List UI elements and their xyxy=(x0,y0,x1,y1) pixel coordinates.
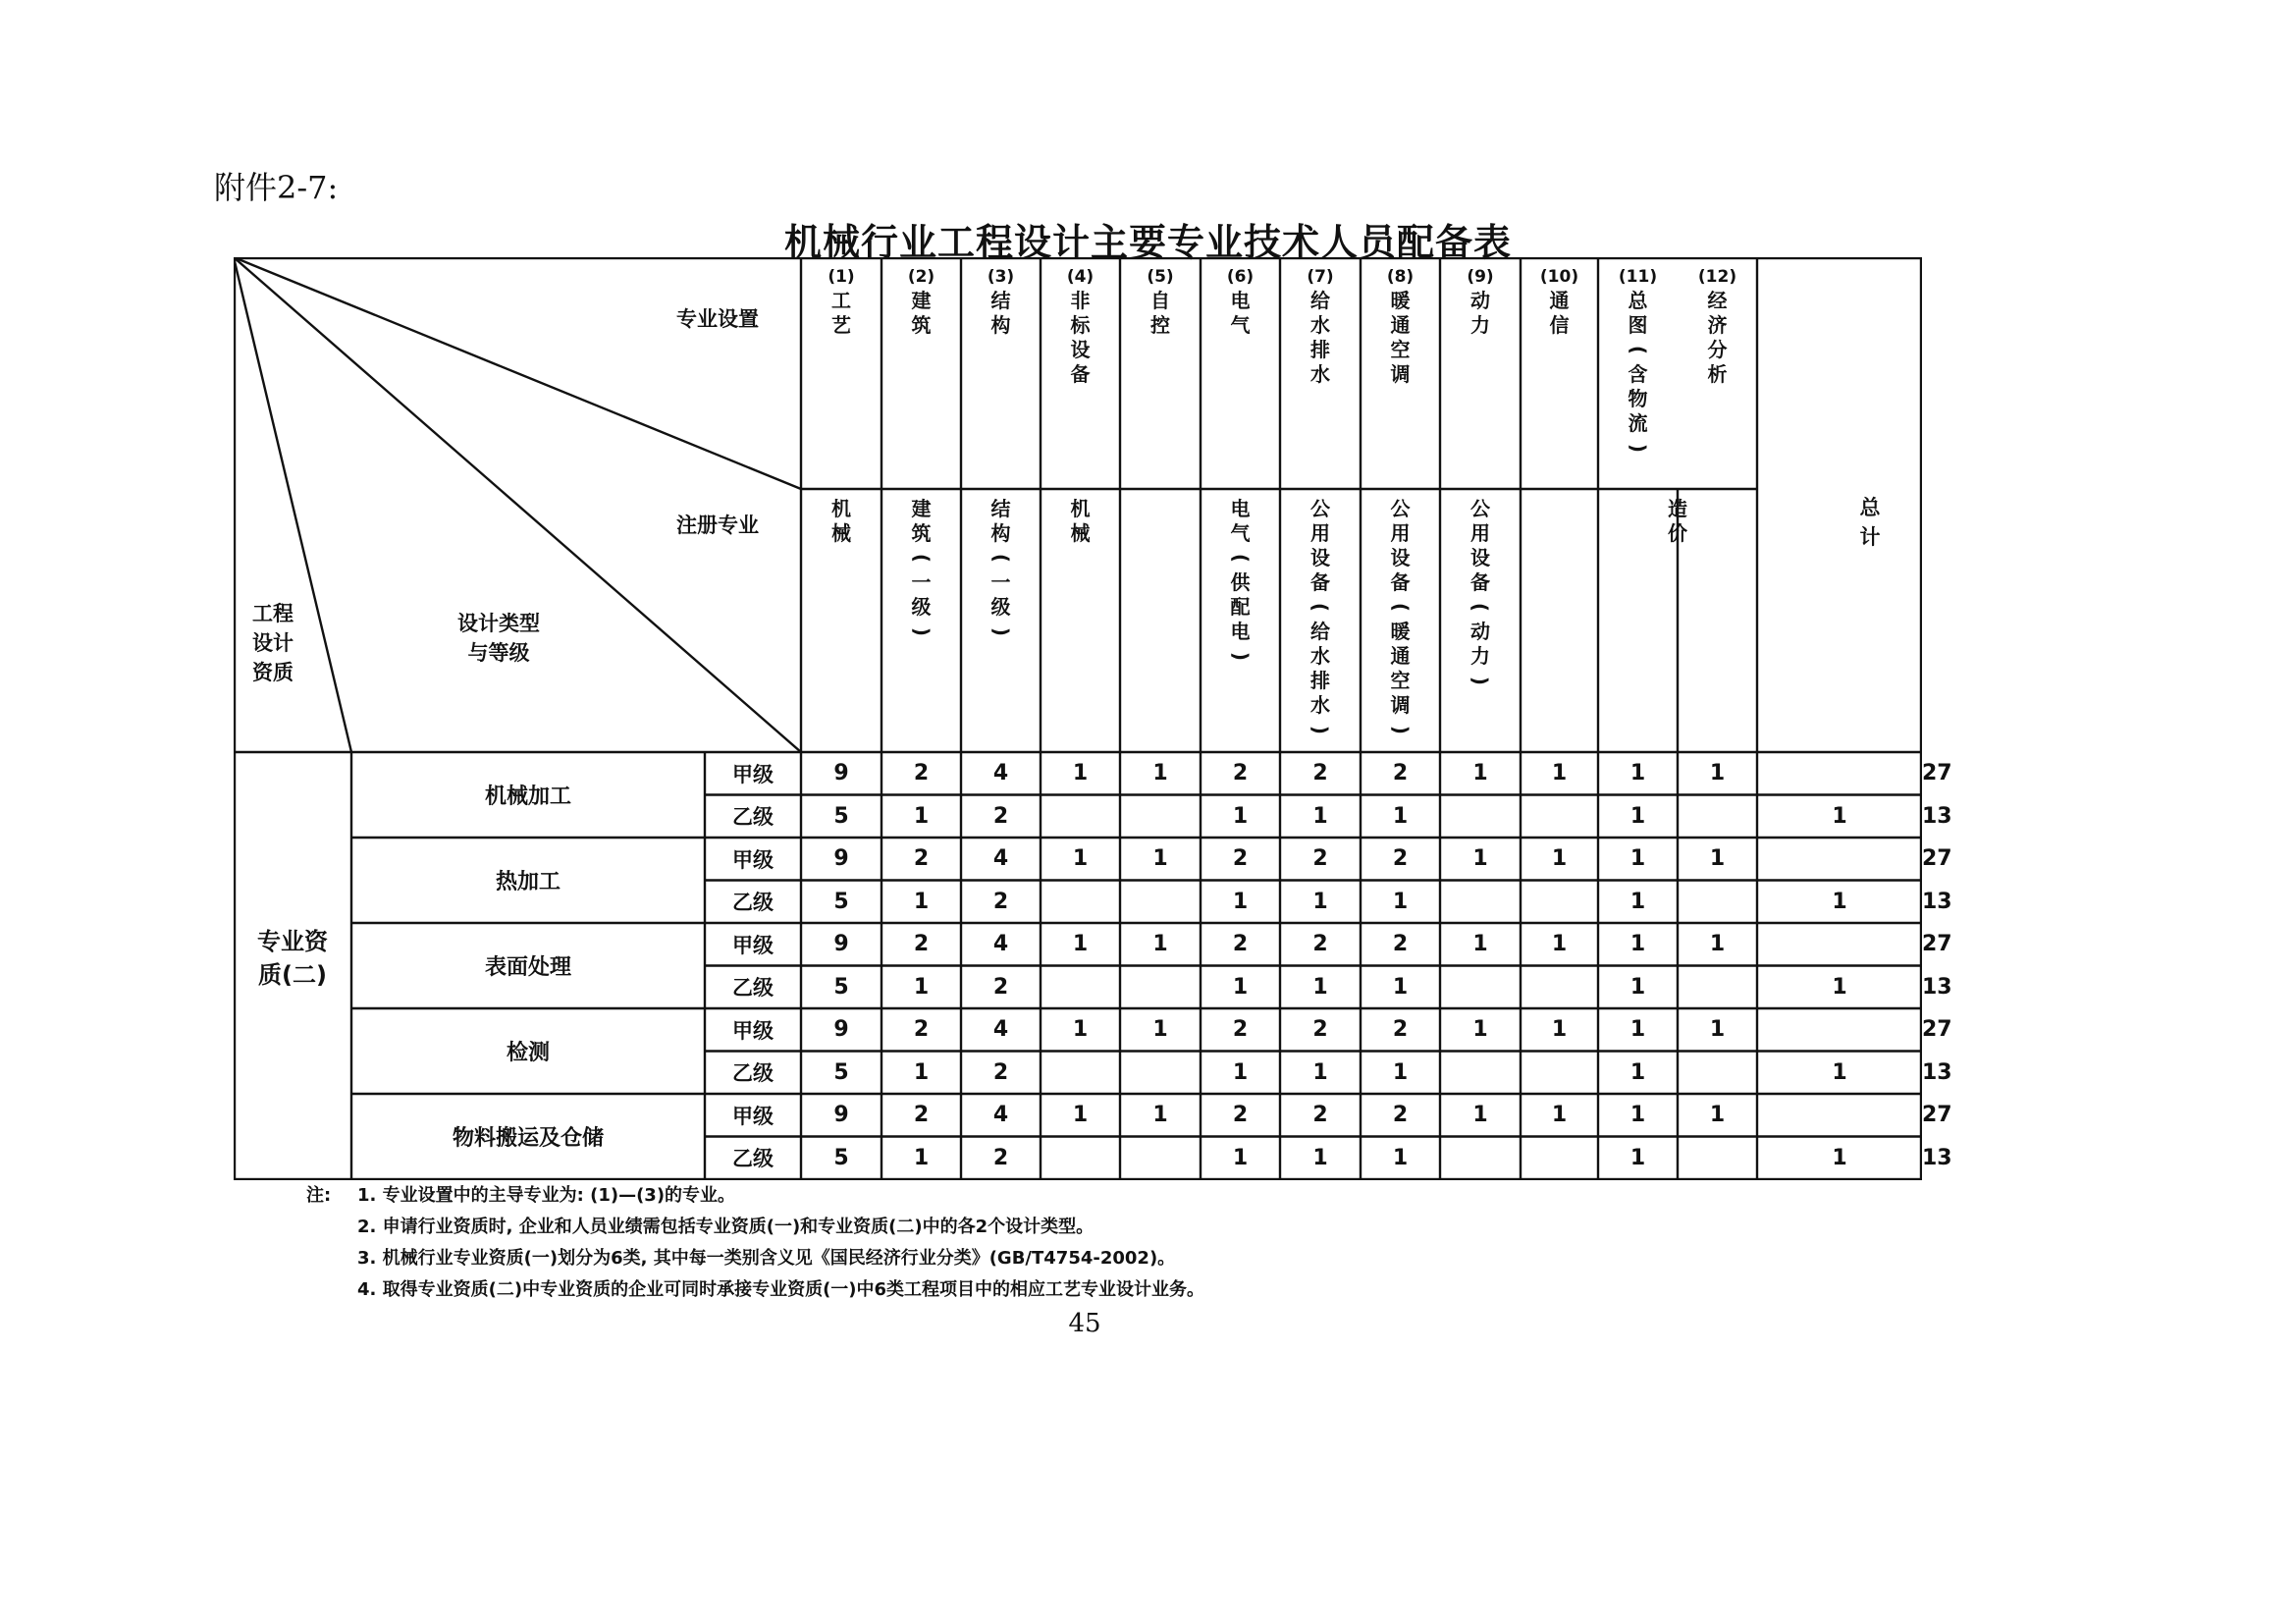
design-type-cell: 机械加工 xyxy=(484,785,571,809)
value-cell: 1 xyxy=(1232,974,1249,1000)
value-cell xyxy=(1521,966,1598,1009)
value-cell: 1 xyxy=(1072,932,1089,957)
value-cell: 2 xyxy=(913,932,930,957)
registered-specialty: 结 构 ( 一 级 ) xyxy=(988,497,1013,637)
value-cell: 2 xyxy=(992,1145,1009,1170)
value-cell: 1 xyxy=(1629,1059,1646,1085)
note-item: 2. 申请行业资质时, 企业和人员业绩需包括专业资质(一)和专业资质(二)中的各2个设计类型。 xyxy=(357,1217,1095,1237)
value-cell: 2 xyxy=(913,846,930,872)
value-cell xyxy=(1678,881,1757,924)
value-cell: 1 xyxy=(913,889,930,914)
value-cell: 2 xyxy=(992,974,1009,1000)
value-cell: 1 xyxy=(1629,1103,1646,1128)
value-cell: 1 xyxy=(1312,1059,1328,1085)
value-cell: 1 xyxy=(1472,761,1488,786)
value-cell: 5 xyxy=(833,1145,849,1170)
value-cell xyxy=(1120,966,1201,1009)
value-cell: 1 xyxy=(1072,761,1089,786)
value-cell xyxy=(1678,795,1757,839)
value-cell: 1 xyxy=(1551,932,1568,957)
design-type-cell: 检测 xyxy=(506,1041,550,1065)
design-type-cell: 物料搬运及仓储 xyxy=(452,1126,604,1151)
value-cell: 1 xyxy=(1832,974,1847,1000)
grade-cell: 甲级 xyxy=(732,1018,774,1043)
specialty-name: 动 力 xyxy=(1470,289,1490,337)
value-cell: 1 xyxy=(1629,1145,1646,1170)
grade-cell: 乙级 xyxy=(732,1147,774,1171)
value-cell: 1 xyxy=(1629,803,1646,829)
design-type-cell: 热加工 xyxy=(495,870,561,894)
value-cell: 2 xyxy=(992,889,1009,914)
value-cell: 1 xyxy=(913,1145,930,1170)
specialty-number: (10) xyxy=(1539,267,1579,287)
value-cell: 1 xyxy=(1312,974,1328,1000)
value-cell: 2 xyxy=(1312,932,1328,957)
specialty-name: 经 济 分 析 xyxy=(1707,289,1728,386)
value-cell xyxy=(1521,1137,1598,1180)
value-cell: 1 xyxy=(1312,889,1328,914)
value-cell: 1 xyxy=(1072,846,1089,872)
note-item: 3. 机械行业专业资质(一)划分为6类, 其中每一类别含义见《国民经济行业分类》(GB/T4754-2002)。 xyxy=(357,1248,1176,1269)
value-cell: 2 xyxy=(1392,846,1409,872)
value-cell: 4 xyxy=(992,846,1009,872)
value-cell: 2 xyxy=(1232,761,1249,786)
registered-specialty: 公 用 设 备 ( 动 力 ) xyxy=(1468,497,1493,686)
value-cell: 2 xyxy=(913,1017,930,1043)
value-cell: 1 xyxy=(1709,761,1726,786)
value-cell xyxy=(1120,795,1201,839)
value-cell xyxy=(1120,881,1201,924)
registered-specialty: 机 械 xyxy=(831,497,851,545)
value-cell: 4 xyxy=(992,1103,1009,1128)
value-cell: 4 xyxy=(992,761,1009,786)
value-cell: 9 xyxy=(833,846,849,872)
value-cell xyxy=(1041,1052,1120,1095)
value-cell: 1 xyxy=(913,974,930,1000)
grade-cell: 甲级 xyxy=(732,762,774,786)
specialty-name: 工 艺 xyxy=(831,289,851,337)
total-cell: 27 xyxy=(1922,761,1952,786)
value-cell: 4 xyxy=(992,932,1009,957)
value-cell xyxy=(1757,752,1922,795)
value-cell: 1 xyxy=(1152,761,1168,786)
specialty-number: (2) xyxy=(907,267,935,287)
value-cell: 1 xyxy=(1152,932,1168,957)
page-number: 45 xyxy=(1068,1309,1101,1338)
grade-cell: 乙级 xyxy=(732,805,774,830)
value-cell: 2 xyxy=(1232,1103,1249,1128)
value-cell xyxy=(1440,1137,1521,1180)
value-cell: 2 xyxy=(992,1059,1009,1085)
value-cell: 9 xyxy=(833,761,849,786)
value-cell: 2 xyxy=(1232,932,1249,957)
staffing-table: 专业设置 注册专业 设计类型与等级 工程设计资质 (1) 工 艺 机 械 (2) 建 筑 建 筑 ( 一 级 ) (3) 结 构 结 构 ( 一 级 ) (4) 非 标 设 备 机 械 (5) 自 控 (6) 电 气 电 气 ( 供 配 电 ) (7) 给 水 排 水 公 用 设 备 ( 给 水 排 水 ) (8) 暖 通 空 调 公 用 设 备 ( 暖 通 空 调 ) (9) 动 力 公 用 设 备 ( 动 力 ) (10) 通 信 (11) 总 图 ( 含 物 流 ) (12) 经 济 分 析 造 价 总计 专业资质(二) 机械加工 甲级 9 2 4 1 1 2 2 2 1 1 1 1 27 乙级 5 1 2 1 1 1 1 1 13 热加工 甲级 9 2 4 1 1 2 2 2 1 1 1 1 27 乙级 5 1 2 1 1 1 1 1 13 表面处理 甲级 9 2 4 1 1 2 2 2 1 1 1 1 27 乙级 5 1 2 1 1 1 1 1 13 检测 甲级 9 2 4 1 1 2 2 2 1 1 1 1 27 乙级 5 1 2 1 1 1 1 1 13 物料搬运及仓储 甲级 9 2 4 1 1 2 2 2 1 1 1 1 27 乙级 5 1 2 1 1 1 1 1 13 xyxy=(234,257,1922,1180)
value-cell: 2 xyxy=(1392,761,1409,786)
value-cell xyxy=(1440,966,1521,1009)
note-item: 4. 取得专业资质(二)中专业资质的企业可同时承接专业资质(一)中6类工程项目中的相应工艺专业设计业务。 xyxy=(357,1279,1205,1300)
value-cell: 1 xyxy=(1152,1017,1168,1043)
specialty-number: (5) xyxy=(1147,267,1174,287)
value-cell: 1 xyxy=(1709,932,1726,957)
value-cell: 1 xyxy=(913,1059,930,1085)
value-cell: 1 xyxy=(1392,889,1409,914)
total-cell: 13 xyxy=(1922,889,1952,914)
value-cell xyxy=(1440,795,1521,839)
value-cell xyxy=(1757,1008,1922,1052)
total-cell: 27 xyxy=(1922,846,1952,872)
value-cell xyxy=(1440,1052,1521,1095)
value-cell: 9 xyxy=(833,932,849,957)
total-header: 总计 xyxy=(1859,496,1881,549)
value-cell: 2 xyxy=(1312,1103,1328,1128)
specialty-number: (7) xyxy=(1307,267,1334,287)
total-cell: 27 xyxy=(1922,1103,1952,1128)
value-cell xyxy=(1521,881,1598,924)
value-cell: 1 xyxy=(1629,1017,1646,1043)
value-cell xyxy=(1757,1094,1922,1137)
registered-specialty: 机 械 xyxy=(1070,497,1091,545)
value-cell xyxy=(1120,1052,1201,1095)
value-cell: 4 xyxy=(992,1017,1009,1043)
value-cell: 2 xyxy=(1392,932,1409,957)
value-cell xyxy=(1041,1137,1120,1180)
value-cell xyxy=(1757,923,1922,966)
registered-specialty-label: 注册专业 xyxy=(676,514,759,537)
value-cell: 9 xyxy=(833,1017,849,1043)
value-cell: 1 xyxy=(1392,803,1409,829)
specialty-setting-label: 专业设置 xyxy=(676,307,759,331)
specialty-number: (4) xyxy=(1066,267,1095,287)
value-cell: 1 xyxy=(1232,1059,1249,1085)
total-cell: 27 xyxy=(1922,932,1952,957)
value-cell: 5 xyxy=(833,1059,849,1085)
specialty-name: 通 信 xyxy=(1549,289,1570,337)
specialty-number: (11) xyxy=(1618,267,1658,287)
value-cell: 5 xyxy=(833,974,849,1000)
value-cell: 1 xyxy=(1629,889,1646,914)
value-cell: 2 xyxy=(1392,1017,1409,1043)
qualification-label: 工程设计资质 xyxy=(252,602,294,684)
value-cell: 1 xyxy=(913,803,930,829)
value-cell: 2 xyxy=(1392,1103,1409,1128)
registered-specialty: 公 用 设 备 ( 给 水 排 水 ) xyxy=(1308,497,1333,735)
specialty-number: (9) xyxy=(1467,267,1494,287)
registered-specialty: 建 筑 ( 一 级 ) xyxy=(909,497,934,637)
specialty-number: (8) xyxy=(1386,267,1415,287)
value-cell: 2 xyxy=(1312,846,1328,872)
value-cell: 1 xyxy=(1392,1059,1409,1085)
design-type-cell: 表面处理 xyxy=(484,955,571,980)
value-cell xyxy=(1041,795,1120,839)
value-cell xyxy=(1678,966,1757,1009)
specialty-name: 总 图 ( 含 物 流 ) xyxy=(1626,289,1650,454)
value-cell: 1 xyxy=(1551,1017,1568,1043)
notes-label: 注: xyxy=(306,1185,332,1206)
value-cell xyxy=(1440,881,1521,924)
value-cell: 1 xyxy=(1232,803,1249,829)
value-cell: 2 xyxy=(992,803,1009,829)
value-cell: 1 xyxy=(1629,974,1646,1000)
value-cell xyxy=(1678,1137,1757,1180)
specialty-number: (3) xyxy=(987,267,1015,287)
value-cell xyxy=(1120,1137,1201,1180)
total-cell: 27 xyxy=(1922,1017,1952,1043)
value-cell: 1 xyxy=(1629,846,1646,872)
value-cell: 9 xyxy=(833,1103,849,1128)
value-cell: 1 xyxy=(1709,1017,1726,1043)
value-cell: 5 xyxy=(833,803,849,829)
specialty-name: 自 控 xyxy=(1150,289,1170,337)
registered-specialty: 公 用 设 备 ( 暖 通 空 调 ) xyxy=(1388,497,1413,735)
specialty-name: 结 构 xyxy=(990,289,1011,337)
qualification-group-label: 专业资质(二) xyxy=(257,928,328,989)
value-cell: 1 xyxy=(1312,1145,1328,1170)
value-cell: 2 xyxy=(1232,846,1249,872)
value-cell: 1 xyxy=(1472,846,1488,872)
specialty-number: (12) xyxy=(1697,267,1737,287)
value-cell: 1 xyxy=(1472,1017,1488,1043)
specialty-number: (6) xyxy=(1226,267,1255,287)
specialty-name: 电 气 xyxy=(1230,289,1251,337)
value-cell xyxy=(1041,966,1120,1009)
value-cell: 1 xyxy=(1629,932,1646,957)
value-cell: 1 xyxy=(1392,1145,1409,1170)
grade-cell: 乙级 xyxy=(732,891,774,915)
value-cell: 1 xyxy=(1832,803,1847,829)
design-type-grade-label: 设计类型与等级 xyxy=(457,612,540,665)
value-cell: 1 xyxy=(1832,1059,1847,1085)
attachment-label: 附件2-7: xyxy=(214,169,339,206)
value-cell: 1 xyxy=(1472,932,1488,957)
value-cell: 1 xyxy=(1072,1017,1089,1043)
value-cell: 1 xyxy=(1232,889,1249,914)
value-cell: 1 xyxy=(1232,1145,1249,1170)
specialty-name: 给 水 排 水 xyxy=(1310,289,1330,386)
value-cell: 1 xyxy=(1072,1103,1089,1128)
value-cell: 2 xyxy=(1232,1017,1249,1043)
total-cell: 13 xyxy=(1922,1145,1952,1170)
specialty-number: (1) xyxy=(828,267,855,287)
value-cell: 1 xyxy=(1312,803,1328,829)
total-cell: 13 xyxy=(1922,974,1952,1000)
note-item: 1. 专业设置中的主导专业为: (1)—(3)的专业。 xyxy=(357,1185,736,1206)
value-cell xyxy=(1521,1052,1598,1095)
value-cell: 1 xyxy=(1152,1103,1168,1128)
value-cell: 1 xyxy=(1629,761,1646,786)
grade-cell: 甲级 xyxy=(732,1104,774,1128)
value-cell: 2 xyxy=(1312,1017,1328,1043)
value-cell: 2 xyxy=(913,761,930,786)
specialty-name: 非 标 设 备 xyxy=(1070,289,1091,386)
value-cell: 2 xyxy=(1312,761,1328,786)
value-cell: 1 xyxy=(1709,846,1726,872)
value-cell xyxy=(1041,881,1120,924)
value-cell: 5 xyxy=(833,889,849,914)
grade-cell: 甲级 xyxy=(732,933,774,957)
specialty-name: 暖 通 空 调 xyxy=(1390,289,1411,386)
value-cell: 1 xyxy=(1551,846,1568,872)
value-cell: 1 xyxy=(1551,761,1568,786)
specialty-name: 建 筑 xyxy=(911,289,932,337)
value-cell: 2 xyxy=(913,1103,930,1128)
value-cell xyxy=(1521,795,1598,839)
value-cell: 1 xyxy=(1832,1145,1847,1170)
value-cell: 1 xyxy=(1709,1103,1726,1128)
value-cell: 1 xyxy=(1152,846,1168,872)
value-cell: 1 xyxy=(1551,1103,1568,1128)
value-cell: 1 xyxy=(1392,974,1409,1000)
grade-cell: 乙级 xyxy=(732,976,774,1001)
total-cell: 13 xyxy=(1922,803,1952,829)
value-cell: 1 xyxy=(1472,1103,1488,1128)
grade-cell: 甲级 xyxy=(732,847,774,872)
registered-specialty: 电 气 ( 供 配 电 ) xyxy=(1228,497,1253,662)
table-title: 机械行业工程设计主要专业技术人员配备表 xyxy=(783,221,1512,264)
value-cell xyxy=(1678,1052,1757,1095)
value-cell xyxy=(1757,838,1922,881)
grade-cell: 乙级 xyxy=(732,1061,774,1086)
total-cell: 13 xyxy=(1922,1059,1952,1085)
value-cell: 1 xyxy=(1832,889,1847,914)
